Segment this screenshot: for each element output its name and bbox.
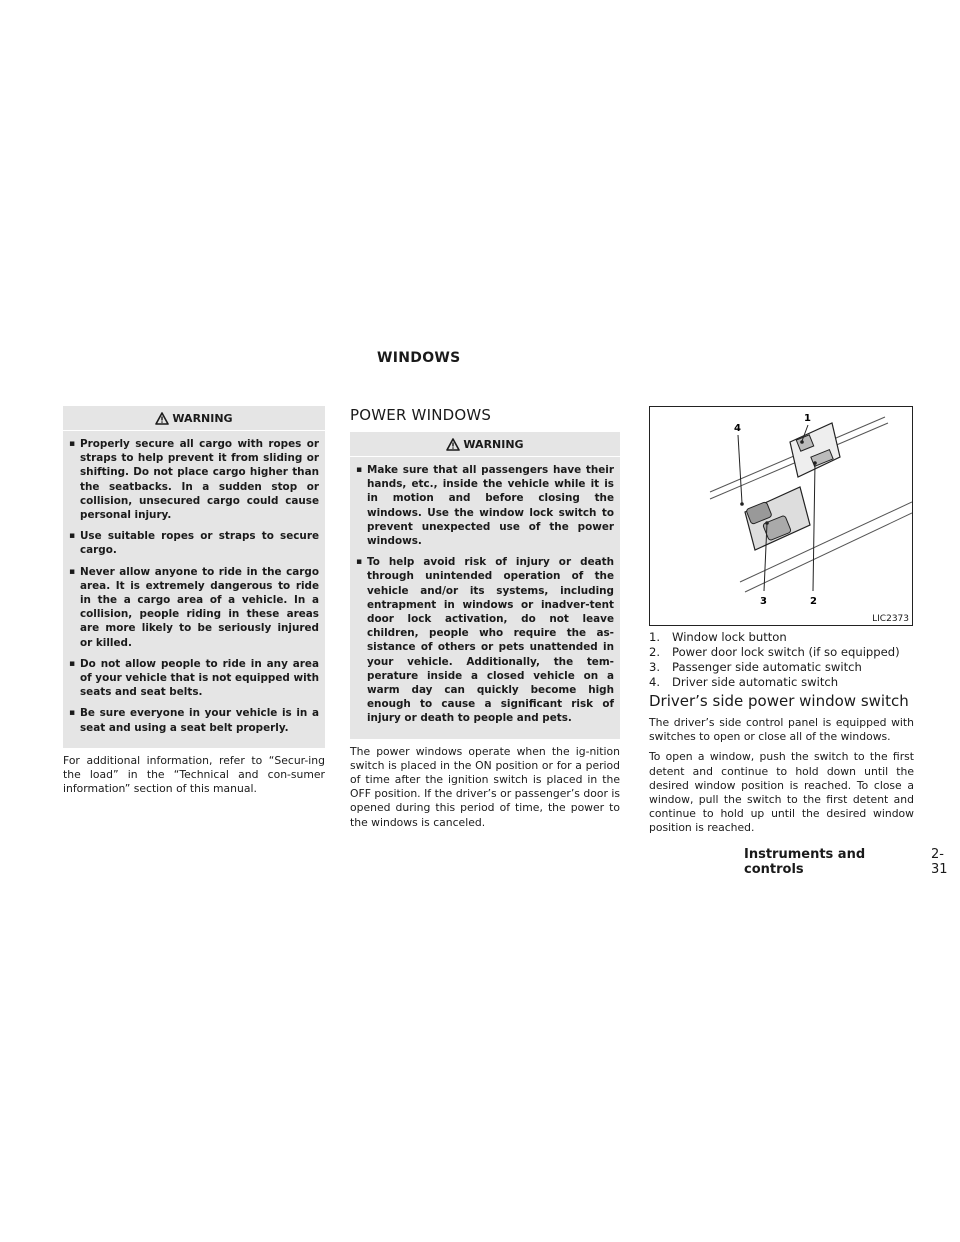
middle-column	[350, 406, 620, 830]
warning-item: ▪ Do not allow people to ride in any area of your vehicle that is not equipped with seats and seat belts.	[69, 657, 319, 700]
callout-4: 4	[734, 423, 741, 434]
driver-switch-heading: Driver’s side power window switch	[649, 692, 909, 710]
warning-item: ▪ To help avoid risk of injury or death through unintended operation of the vehicle and/or its systems, including entrapment in windows or inadver-tent door lock activation, do not leave children, people who require the as-sistance of others or pets unattended in your vehicle. Additionally, the tem-perature inside a closed vehicle on a warm day can quickly become high enough to cause a significant risk of injury or death to people and pets.	[356, 555, 614, 725]
figure-legend	[649, 630, 914, 690]
callout-1: 1	[804, 413, 811, 424]
legend-item: 2. Power door lock switch (if so equipped)	[649, 645, 900, 659]
warning-header	[63, 406, 325, 430]
page-number: 2-31	[931, 847, 948, 877]
callout-2: 2	[810, 596, 817, 607]
power-windows-warning-box	[350, 432, 620, 739]
section-title: WINDOWS	[377, 350, 461, 366]
warning-item: ▪ Never allow anyone to ride in the cargo area. It is extremely dangerous to ride in the a cargo area of a vehicle. In a collision, people riding in these areas are more likely to be seriously injured or killed.	[69, 565, 319, 650]
warning-item: ▪ Make sure that all passengers have their hands, etc., inside the vehicle while it is in motion and before closing the windows. Use the window lock switch to prevent unexpected use of the power windows.	[356, 463, 614, 548]
cargo-reference-paragraph: For additional information, refer to “Secur-ing the load” in the “Technical and con-sumer information” section of this manual.	[63, 753, 325, 796]
right-column	[649, 406, 914, 836]
warning-list	[350, 457, 620, 726]
window-switch-figure	[649, 406, 913, 626]
left-warning-box	[63, 406, 325, 748]
window-switch-illustration	[650, 407, 912, 625]
legend-item: 3. Passenger side automatic switch	[649, 660, 862, 674]
warning-triangle-icon	[446, 438, 460, 451]
callout-3: 3	[760, 596, 767, 607]
footer-section-name: Instruments and controls	[744, 847, 866, 877]
warning-item: ▪ Use suitable ropes or straps to secure cargo.	[69, 529, 319, 557]
warning-list	[63, 431, 325, 735]
page-footer	[744, 847, 960, 877]
left-column	[63, 406, 325, 796]
warning-header	[350, 432, 620, 456]
driver-switch-paragraph: To open a window, push the switch to the first detent and continue to hold down until the desired window position is reached. To close a window, pull the switch to the first detent and continue to hold up until the desired window position is reached.	[649, 750, 914, 835]
legend-item: 4. Driver side automatic switch	[649, 675, 839, 689]
legend-item: 1. Window lock button	[649, 630, 787, 644]
power-windows-paragraph: The power windows operate when the ig-nition switch is placed in the ON position or for a period of time after the ignition switch is placed in the OFF position. If the driver’s or passenger’s door is opened during this period of time, the power to the windows is canceled.	[350, 744, 620, 829]
power-windows-heading: POWER WINDOWS	[350, 406, 492, 424]
warning-label: WARNING	[172, 411, 233, 425]
warning-label: WARNING	[463, 437, 524, 451]
warning-item: ▪ Properly secure all cargo with ropes or straps to help prevent it from sliding or shifting. Do not place cargo higher than the seatbacks. In a sudden stop or collision, unsecured cargo could cause personal injury.	[69, 437, 319, 522]
warning-item: ▪ Be sure everyone in your vehicle is in a seat and using a seat belt properly.	[69, 706, 319, 734]
driver-switch-paragraph: The driver’s side control panel is equipped with switches to open or close all of the windows.	[649, 716, 914, 744]
figure-code: LIC2373	[872, 614, 909, 624]
warning-triangle-icon	[155, 412, 169, 425]
